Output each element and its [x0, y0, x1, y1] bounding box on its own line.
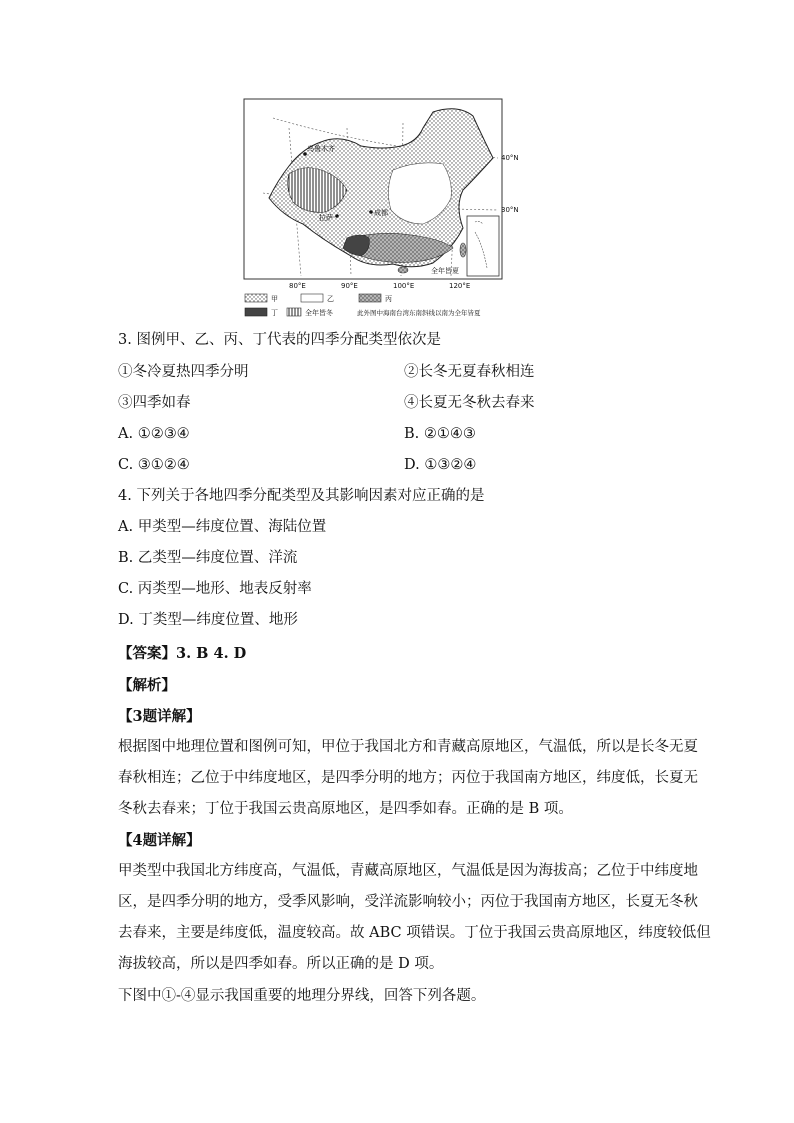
analysis-heading: 【解析】	[118, 677, 176, 694]
q3-statement-3: ③四季如春	[118, 395, 191, 411]
q3-option-c: C. ③①②④	[118, 457, 190, 473]
allsummer-label: 全年皆夏	[431, 267, 459, 275]
legend-yi: 乙	[327, 295, 334, 303]
q3-statement-4: ④长夏无冬秋去春来	[404, 395, 535, 411]
q4-stem: 4. 下列关于各地四季分配类型及其影响因素对应正确的是	[118, 488, 485, 504]
q3-option-d: D. ①③②④	[404, 457, 477, 473]
lon-label-90: 90°E	[341, 282, 358, 290]
q4-option-b: B. 乙类型—纬度位置、洋流	[118, 550, 298, 566]
q4-option-a: A. 甲类型—纬度位置、海陆位置	[118, 519, 327, 535]
legend-allwinter: 全年皆冬	[305, 309, 333, 317]
legend-bing: 丙	[385, 295, 392, 303]
detail-3-line-1: 根据图中地理位置和图例可知，甲位于我国北方和青藏高原地区，气温低，所以是长冬无夏	[118, 739, 698, 755]
q3-statement-1: ①冬冷夏热四季分明	[118, 364, 249, 380]
detail-4-line-4: 海拔较高，所以是四季如春。所以正确的是 D 项。	[118, 956, 444, 972]
detail-4-line-3: 去春来，主要是纬度低，温度较高。故 ABC 项错误。丁位于我国云贵高原地区，纬度较低但	[118, 925, 711, 941]
lon-label-100: 100°E	[393, 282, 415, 290]
q3-option-b: B. ②①④③	[404, 426, 476, 442]
city-label-urumqi: 乌鲁木齐	[307, 145, 335, 153]
q3-statement-2: ②长冬无夏春秋相连	[404, 364, 535, 380]
legend-ding: 丁	[271, 309, 278, 317]
lat-label-30: 30°N	[501, 206, 519, 214]
answer-line: 【答案】3. B 4. D	[118, 645, 247, 662]
lat-label-40: 40°N	[501, 154, 519, 162]
detail-3-title: 【3题详解】	[118, 708, 201, 725]
detail-3-line-3: 冬秋去春来；丁位于我国云贵高原地区，是四季如春。正确的是 B 项。	[118, 801, 573, 817]
q4-option-c: C. 丙类型—地形、地表反射率	[118, 581, 312, 597]
detail-4-line-2: 区，是四季分明的地方，受季风影响，受洋流影响较小；丙位于我国南方地区，长夏无冬秋	[118, 894, 698, 910]
detail-4-line-1: 甲类型中我国北方纬度高，气温低，青藏高原地区，气温低是因为海拔高；乙位于中纬度地	[118, 863, 698, 879]
legend-note: 此外图中海南台湾东南斜线以南为全年皆夏	[357, 309, 481, 317]
q3-option-a: A. ①②③④	[118, 426, 190, 442]
lon-label-80: 80°E	[289, 282, 306, 290]
detail-3-line-2: 春秋相连；乙位于中纬度地区，是四季分明的地方；丙位于我国南方地区，纬度低，长夏无	[118, 770, 698, 786]
lon-label-120: 120°E	[449, 282, 471, 290]
china-seasons-map	[243, 98, 555, 322]
legend-jia: 甲	[271, 295, 278, 303]
q4-option-d: D. 丁类型—纬度位置、地形	[118, 612, 298, 628]
detail-4-title: 【4题详解】	[118, 832, 201, 849]
city-label-lhasa: 拉萨	[319, 214, 333, 222]
next-question-intro: 下图中①-④显示我国重要的地理分界线，回答下列各题。	[118, 988, 486, 1004]
city-label-chengdu: 成都	[374, 209, 388, 217]
q3-stem: 3. 图例甲、乙、丙、丁代表的四季分配类型依次是	[118, 332, 441, 348]
